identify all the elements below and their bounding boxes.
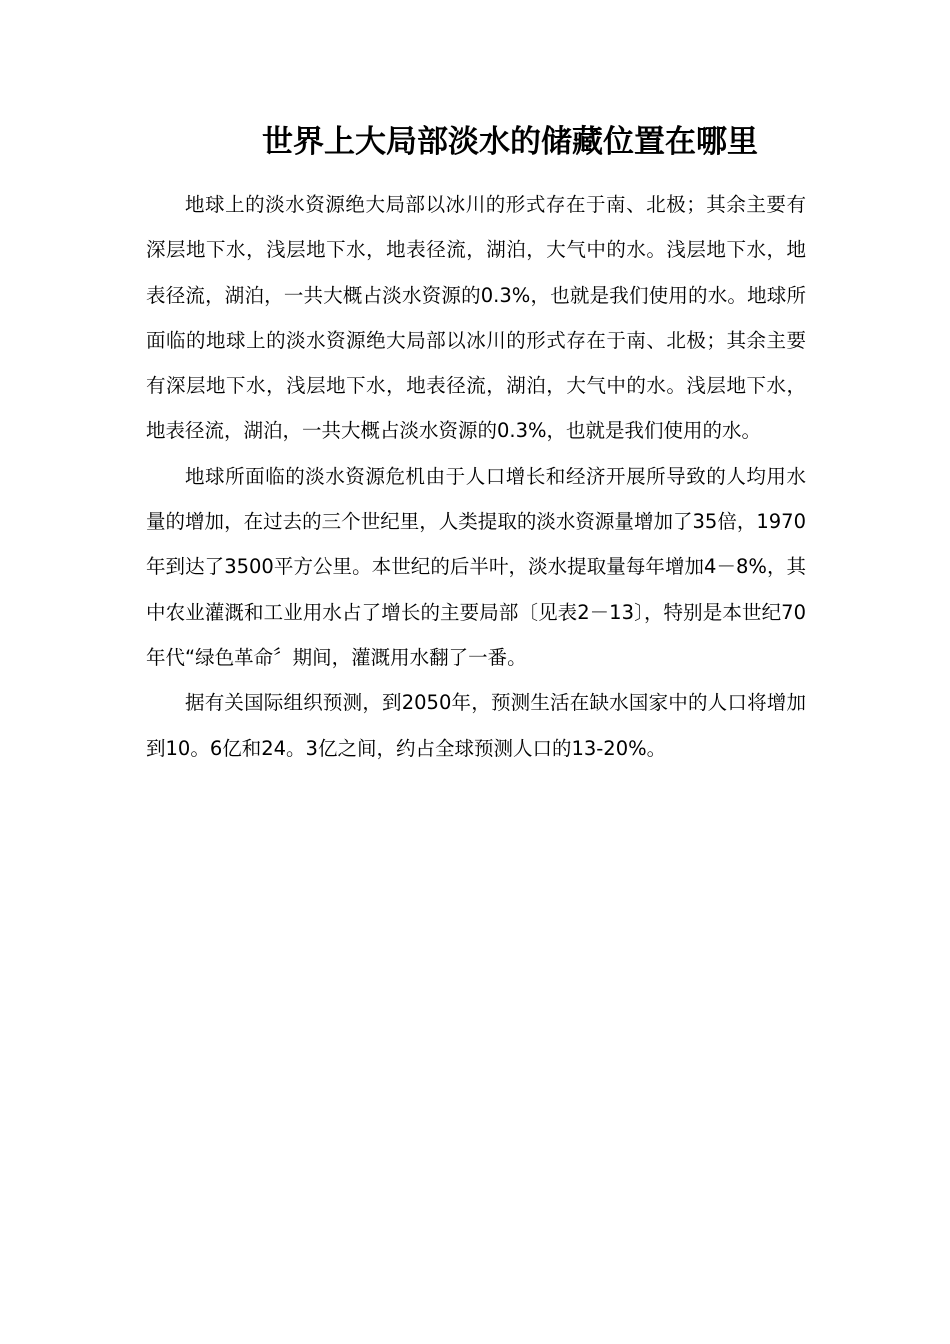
- paragraph-2: 地球所面临的淡水资源危机由于人口增长和经济开展所导致的人均用水量的增加，在过去的三个世纪里，人类提取的淡水资源量增加了35倍，1970年到达了3500平方公里。本世纪的后半叶，淡水提取量每年增加4－8%，其中农业灌溉和工业用水占了增长的主要局部〔见表2－13〕，特别是本世纪70年代“绿色革命〞期间，灌溉用水翻了一番。: [146, 464, 806, 669]
- paragraph-1: 地球上的淡水资源绝大局部以冰川的形式存在于南、北极；其余主要有深层地下水，浅层地下水，地表径流，湖泊，大气中的水。浅层地下水，地表径流，湖泊，一共大概占淡水资源的0.3%，也就是我们使用的水。地球所面临的地球上的淡水资源绝大局部以冰川的形式存在于南、北极；其余主要有深层地下水，浅层地下水，地表径流，湖泊，大气中的水。浅层地下水，地表径流，湖泊，一共大概占淡水资源的0.3%，也就是我们使用的水。: [146, 193, 806, 443]
- document-title: 世界上大局部淡水的储藏位置在哪里: [262, 124, 758, 160]
- paragraph-3: 据有关国际组织预测，到2050年，预测生活在缺水国家中的人口将增加到10。6亿和24。3亿之间，约占全球预测人口的13-20%。: [146, 691, 806, 760]
- document-body: [146, 182, 806, 771]
